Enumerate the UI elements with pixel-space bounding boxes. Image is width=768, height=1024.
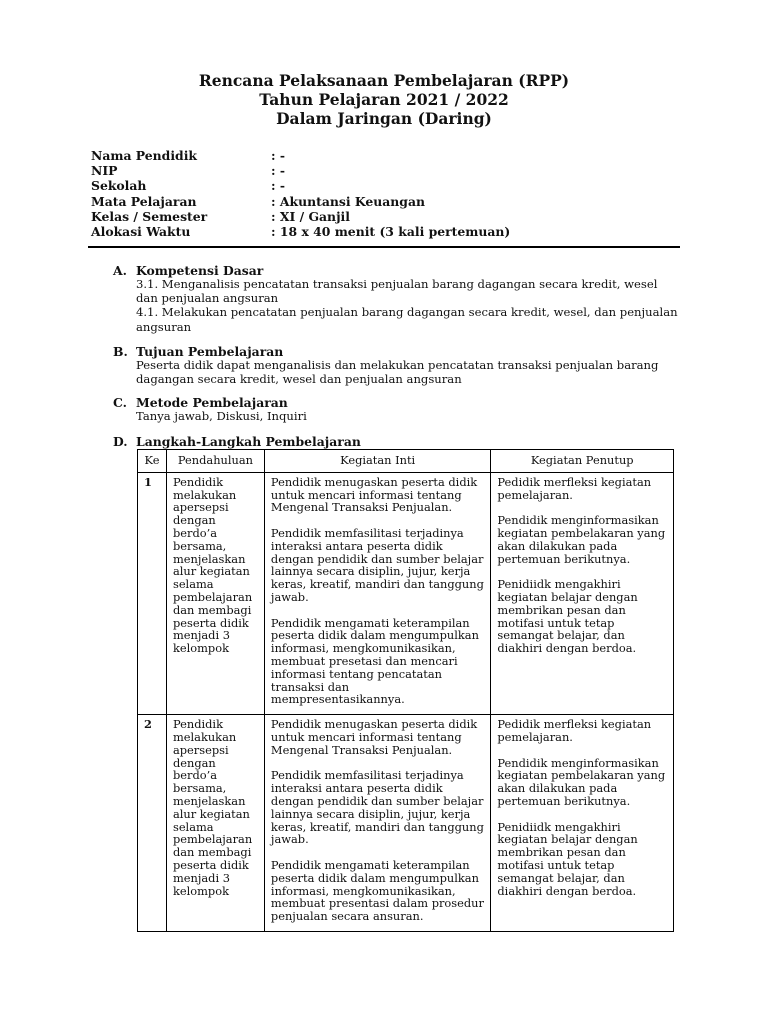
section-letter: C. [113, 395, 127, 410]
activity-paragraph: Pendidik menugaskan peserta didik untuk mencari informasi tentang Mengenal Transaksi Penjualan. [270, 717, 478, 757]
competency-item: 3.1. Menganalisis pencatatan transaksi penjualan barang dagangan secara kredit, wesel dan penjualan angsuran [136, 277, 658, 306]
activity-paragraph: Pendidik mengamati keterampilan peserta didik dalam mengumpulkan informasi, mengkomunikasikan, membuat presentasi dalam prosedur penjualan secara ansuran. [270, 857, 484, 924]
closing-paragraph: Pendidik menginformasikan kegiatan pembelakaran yang akan dilakukan pada pertemuan berikutnya. [497, 755, 666, 808]
section-b-body: Peserta didik dapat menganalisis dan melakukan pencatatan transaksi penjualan barang dagangan secara kredit, wesel dan penjualan angsuran [136, 358, 659, 387]
activity-paragraph: Pendidik memfasilitasi terjadinya interaksi antara peserta didik dengan pendidik dan sumber belajar lainnya secara disiplin, jujur, kerja keras, kreatif, mandiri dan tanggung jawab. [270, 768, 484, 847]
header-divider [88, 246, 680, 248]
closing-paragraph: Pedidik merfleksi kegiatan pemelajaran. [497, 474, 652, 502]
section-c-body: Tanya jawab, Diskusi, Inquiri [136, 409, 307, 423]
column-header-kegiatan-penutup: Kegiatan Penutup [491, 450, 674, 473]
document-title: Rencana Pelaksanaan Pembelajaran (RPP) [198, 71, 570, 90]
identity-value: : - [271, 178, 286, 193]
closing-paragraph: Pendidik menginformasikan kegiatan pembelakaran yang akan dilakukan pada pertemuan berikutnya. [497, 513, 666, 566]
meeting-number: 1 [138, 472, 167, 714]
identity-value: : XI / Ganjil [271, 209, 350, 224]
section-letter: B. [113, 344, 128, 359]
section-title: Tujuan Pembelajaran [136, 344, 284, 359]
kegiatan-inti-cell [264, 472, 490, 714]
column-header-kegiatan-inti: Kegiatan Inti [264, 450, 490, 473]
closing-paragraph: Penidiidk mengakhiri kegiatan belajar dengan membrikan pesan dan motifasi untuk tetap semangat belajar, dan diakhiri dengan berdoa. [497, 819, 638, 898]
identity-label: Nama Pendidik [91, 148, 198, 163]
column-header-ke: Ke [138, 450, 167, 473]
closing-paragraph: Pedidik merfleksi kegiatan pemelajaran. [497, 717, 652, 744]
table-row [138, 715, 674, 932]
identity-label: Kelas / Semester [91, 209, 208, 224]
academic-year-title: Tahun Pelajaran 2021 / 2022 [259, 90, 509, 109]
kegiatan-inti-cell [264, 715, 490, 932]
identity-label: Alokasi Waktu [91, 224, 191, 239]
table-row [138, 472, 674, 714]
column-header-pendahuluan: Pendahuluan [166, 450, 264, 473]
identity-value: : 18 x 40 menit (3 kali pertemuan) [271, 224, 511, 239]
section-letter: D. [113, 434, 128, 449]
kegiatan-penutup-cell [491, 472, 674, 714]
competency-item: 4.1. Melakukan pencatatan penjualan barang dagangan secara kredit, wesel, dan penjualan angsuran [136, 305, 678, 334]
identity-label: NIP [91, 163, 118, 178]
table-header-row [138, 450, 674, 473]
closing-paragraph: Penidiidk mengakhiri kegiatan belajar dengan membrikan pesan dan motifasi untuk tetap semangat belajar, dan diakhiri dengan berdoa. [497, 577, 638, 656]
kegiatan-penutup-cell [491, 715, 674, 932]
section-title: Langkah-Langkah Pembelajaran [136, 434, 361, 449]
activity-paragraph: Pendidik menugaskan peserta didik untuk mencari informasi tentang Mengenal Transaksi Penjualan. [270, 474, 478, 515]
activity-paragraph: Pendidik memfasilitasi terjadinya interaksi antara peserta didik dengan pendidik dan sumber belajar lainnya secara disiplin, jujur, kerja keras, kreatif, mandiri dan tanggung jawab. [270, 525, 484, 604]
activity-paragraph: Pendidik mengamati keterampilan peserta didik dalam mengumpulkan informasi, mengkomunikasikan, membuat presetasi dan mencari informasi tentang pencatatan transaksi dan mempresentasikannya. [270, 615, 479, 707]
learning-steps-table [137, 449, 674, 932]
mode-title: Dalam Jaringan (Daring) [276, 109, 492, 128]
identity-value: : Akuntansi Keuangan [271, 194, 425, 209]
pendahuluan-cell: Pendidik melakukan apersepsi dengan berdo’a bersama, menjelaskan alur kegiatan selama pembelajaran dan membagi peserta didik menjadi 3 kelompok [166, 472, 264, 714]
pendahuluan-cell: Pendidik melakukan apersepsi dengan berdo’a bersama, menjelaskan alur kegiatan selama pembelajaran dan membagi peserta didik menjadi 3 kelompok [166, 715, 264, 932]
identity-value: : - [271, 163, 286, 178]
identity-label: Mata Pelajaran [91, 194, 197, 209]
identity-value: : - [271, 148, 286, 163]
section-a-body [136, 277, 681, 334]
meeting-number: 2 [138, 715, 167, 932]
section-letter: A. [113, 263, 127, 278]
section-title: Kompetensi Dasar [136, 263, 264, 278]
section-title: Metode Pembelajaran [136, 395, 288, 410]
identity-label: Sekolah [91, 178, 147, 193]
